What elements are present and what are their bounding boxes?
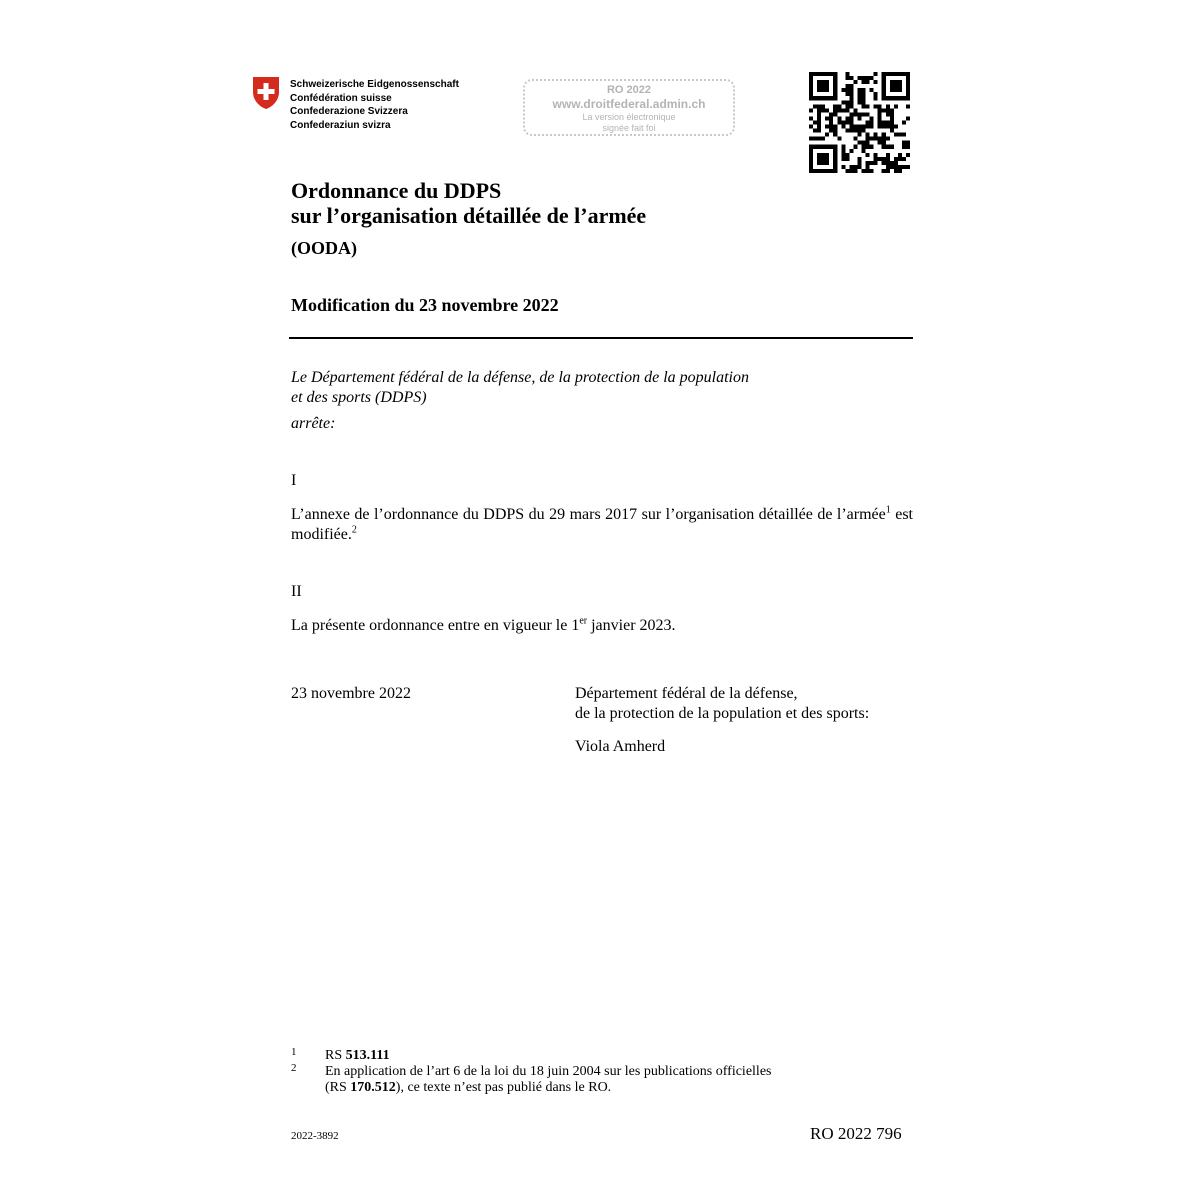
section-2-text (291, 616, 676, 636)
footnote-number-1: 1 (291, 1046, 297, 1058)
federation-name-fr: Confédération suisse (290, 92, 392, 104)
ro-reference: RO 2022 796 (810, 1124, 902, 1143)
section-number-1: I (291, 472, 297, 489)
department-line-2: de la protection de la population et des sports: (575, 705, 870, 722)
section-number-2: II (291, 583, 302, 600)
federation-name-rm: Confederaziun svizra (290, 119, 391, 131)
federation-names (290, 78, 459, 132)
section-1-text-middle: est modifiée. (291, 506, 913, 543)
document-number: 2022-3892 (291, 1130, 339, 1142)
footnote-1-prefix: RS (325, 1048, 346, 1063)
document-abbreviation: (OODA) (291, 238, 357, 258)
section-2-text-after: janvier 2023. (587, 617, 676, 634)
signature-date: 23 novembre 2022 (291, 685, 411, 702)
title-line-2: sur l’organisation détaillée de l’armée (291, 203, 647, 228)
federation-name-it: Confederazione Svizzera (290, 106, 408, 117)
preamble-line-1: Le Département fédéral de la défense, de la protection de la population (291, 369, 749, 386)
federation-name-de: Schweizerische Eidgenossenschaft (290, 79, 459, 90)
section-2-text-before: La présente ordonnance entre en vigueur le 1 (291, 617, 580, 634)
preamble-line-2: et des sports (DDPS) (291, 389, 427, 406)
preamble (291, 368, 749, 408)
modification-date: Modification du 23 novembre 2022 (291, 295, 559, 315)
footnote-2-prefix: (RS (325, 1080, 351, 1095)
ordinal-suffix: er (579, 615, 588, 627)
stamp-line-3: La version électronique (582, 112, 676, 122)
horizontal-rule (289, 337, 913, 339)
section-1-text (291, 505, 913, 545)
stamp-line-1: RO 2022 (606, 84, 652, 96)
signature-department (575, 684, 869, 724)
title-line-1: Ordonnance du DDPS (291, 178, 502, 203)
decision-word: arrête: (291, 415, 336, 432)
stamp-line-4: signée fait foi (602, 123, 656, 133)
electronic-signature-stamp (523, 79, 735, 136)
signatory-name: Viola Amherd (575, 738, 666, 755)
footnote-ref-2: 2 (351, 524, 357, 536)
stamp-line-2: www.droitfederal.admin.ch (552, 97, 706, 111)
footnote-number-2: 2 (291, 1062, 297, 1074)
footnote-1-ref: 513.111 (345, 1048, 390, 1063)
section-1-text-before: L’annexe de l’ordonnance du DDPS du 29 mars 2017 sur l’organisation détaillée de l’armée (291, 506, 886, 523)
footnote-2-ref: 170.512 (350, 1080, 396, 1095)
swiss-crest-icon (252, 76, 280, 110)
footnote-2-line-1: En application de l’art 6 de la loi du 18 juin 2004 sur les publications officielles (325, 1064, 772, 1079)
footnote-2-line-2 (325, 1080, 611, 1096)
document-title (291, 178, 646, 228)
footnote-1 (325, 1048, 390, 1064)
department-line-1: Département fédéral de la défense, (575, 685, 798, 702)
footnote-2-suffix: ), ce texte n’est pas publié dans le RO. (395, 1080, 612, 1095)
footnote-ref-1: 1 (885, 504, 891, 516)
qr-code-icon (809, 72, 910, 173)
